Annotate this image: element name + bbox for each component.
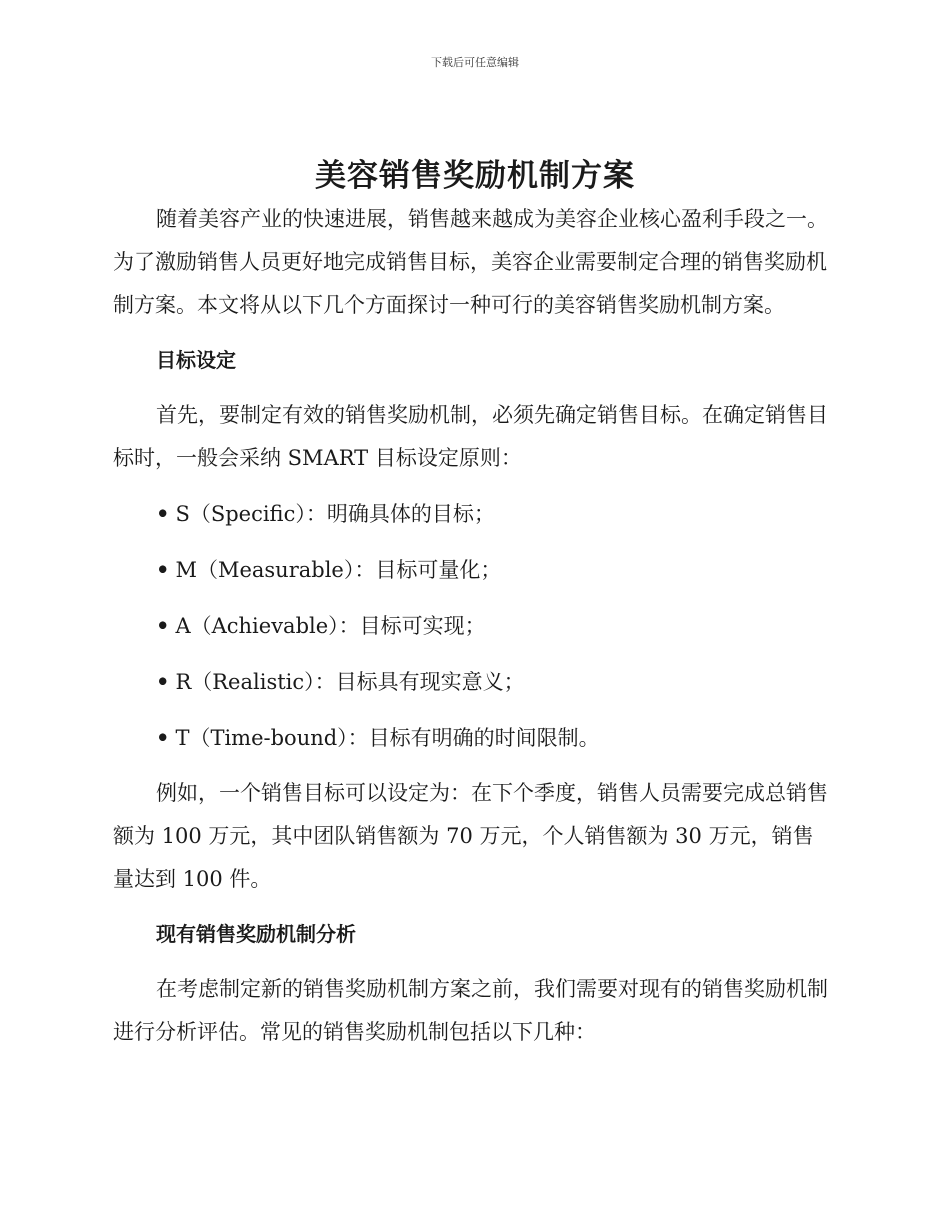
list-item: [113, 716, 833, 760]
list-item: [113, 548, 833, 592]
section-heading-goal-setting: 目标设定: [156, 348, 236, 372]
intro-paragraph: 随着美容产业的快速进展，销售越来越成为美容企业核心盈利手段之一。为了激励销售人员更好地完成销售目标，美容企业需要制定合理的销售奖励机制方案。本文将从以下几个方面探讨一种可行的美容销售奖励机制方案。: [113, 207, 828, 317]
bullet-icon: •: [156, 557, 170, 582]
document-body: [113, 198, 833, 1054]
document-title: 美容销售奖励机制方案: [315, 158, 635, 194]
list-item: [113, 492, 833, 536]
bullet-icon: •: [156, 725, 170, 750]
section-heading-existing-analysis: 现有销售奖励机制分析: [156, 922, 356, 946]
list-item-text: T（Time-bound）：目标有明确的时间限制。: [175, 726, 600, 750]
bullet-icon: •: [156, 669, 170, 694]
existing-analysis-paragraph: 在考虑制定新的销售奖励机制方案之前，我们需要对现有的销售奖励机制进行分析评估。常见的销售奖励机制包括以下几种：: [113, 977, 828, 1044]
list-item-text: S（Specific）：明确具体的目标；: [175, 502, 495, 526]
bullet-icon: •: [156, 613, 170, 638]
smart-bullet-list: [113, 492, 833, 760]
list-item: [113, 660, 833, 704]
example-paragraph: 例如，一个销售目标可以设定为：在下个季度，销售人员需要完成总销售额为 100 万元，其中团队销售额为 70 万元，个人销售额为 30 万元，销售量达到 100 件。: [113, 781, 828, 891]
bullet-icon: •: [156, 501, 170, 526]
page-header-note: 下载后可任意编辑: [431, 56, 519, 69]
goal-setting-paragraph: 首先，要制定有效的销售奖励机制，必须先确定销售目标。在确定销售目标时，一般会采纳 SMART 目标设定原则：: [113, 403, 828, 470]
list-item-text: R（Realistic）：目标具有现实意义；: [175, 670, 525, 694]
list-item-text: M（Measurable）：目标可量化；: [175, 558, 502, 582]
list-item: [113, 604, 833, 648]
list-item-text: A（Achievable）：目标可实现；: [175, 614, 486, 638]
